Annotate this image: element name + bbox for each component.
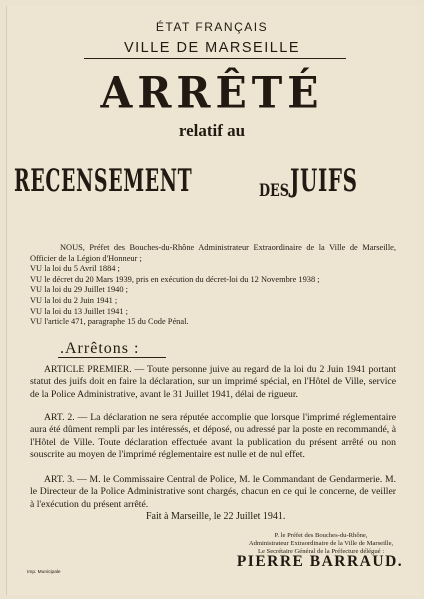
- visas-block: [30, 243, 396, 328]
- fait-a-marseille: Fait à Marseille, le 22 Juillet 1941.: [146, 511, 286, 522]
- visa-line: VU la loi du 13 Juillet 1941 ;: [30, 306, 128, 316]
- juifs-title: JUIFS: [290, 163, 358, 199]
- signature-line: P. le Préfet des Bouches-du-Rhône,: [274, 532, 368, 539]
- relatif-subtitle: relatif au: [178, 121, 246, 140]
- header-rule: [84, 58, 346, 59]
- visa-line: VU la loi du 2 Juin 1941 ;: [30, 295, 118, 305]
- arretons-rule: [58, 357, 166, 358]
- des-title: DES: [259, 181, 289, 201]
- recensement-title: RECENSEMENT: [14, 163, 193, 199]
- arrete-title: ARRÊTÉ: [100, 67, 324, 119]
- ville-heading: VILLE DE MARSEILLE: [123, 40, 301, 56]
- signature-line: Le Secrétaire Général de la Préfecture délégué :: [257, 548, 385, 555]
- article-text: ART. 3. — M. le Commissaire Central de Police, M. le Commandant de Gendarmerie. M. le Directeur de la Police Administrative sont chargés, chacun en ce qui le concerne, de veiller à l'exécution du présent arrêté.: [30, 474, 396, 510]
- signature-line: Administrateur Extraordinaire de la Ville de Marseille,: [248, 540, 394, 547]
- article-2: [30, 412, 396, 462]
- visa-line: VU la loi du 5 Avril 1884 ;: [30, 264, 120, 274]
- visa-line: VU la loi du 29 Juillet 1940 ;: [30, 285, 128, 295]
- visa-line: VU l'article 471, paragraphe 15 du Code Pénal.: [30, 317, 189, 327]
- signatory-name: PIERRE BARRAUD.: [236, 553, 404, 570]
- article-3: [30, 474, 396, 511]
- visa-line: VU le décret du 20 Mars 1939, pris en exécution du décret-loi du 12 Novembre 1938 ;: [30, 274, 320, 284]
- arretons-heading: .Arrêtons :: [60, 340, 140, 357]
- visa-line: NOUS, Préfet des Bouches-du-Rhône Administrateur Extraordinaire de la Ville de Marseille, Officier de la Légion d'Honneur ;: [30, 243, 396, 263]
- article-text: ARTICLE PREMIER. — Toute personne juive au regard de la loi du 2 Juin 1941 portant statut des juifs doit en faire la déclaration, sur un imprimé spécial, en l'Hôtel de Ville, service de la Police Administrative, avant le 31 Juillet 1941, délai de rigueur.: [30, 364, 396, 400]
- article-text: ART. 2. — La déclaration ne sera réputée accomplie que lorsque l'imprimé réglementaire aura été dûment rempli par les intéressés, et déposé, ou adressé par la poste en recommandé, à l'Hôtel de Ville. Toute déclaration effectuée avant la publication du présent arrêté ou non souscrite au moyen de l'imprimé réglementaire est nulle et de nul effet.: [30, 412, 396, 461]
- article-1: [30, 364, 396, 401]
- printer-mark: Imp. Municipale: [27, 570, 61, 575]
- etat-francais-heading: ÉTAT FRANÇAIS: [155, 20, 269, 34]
